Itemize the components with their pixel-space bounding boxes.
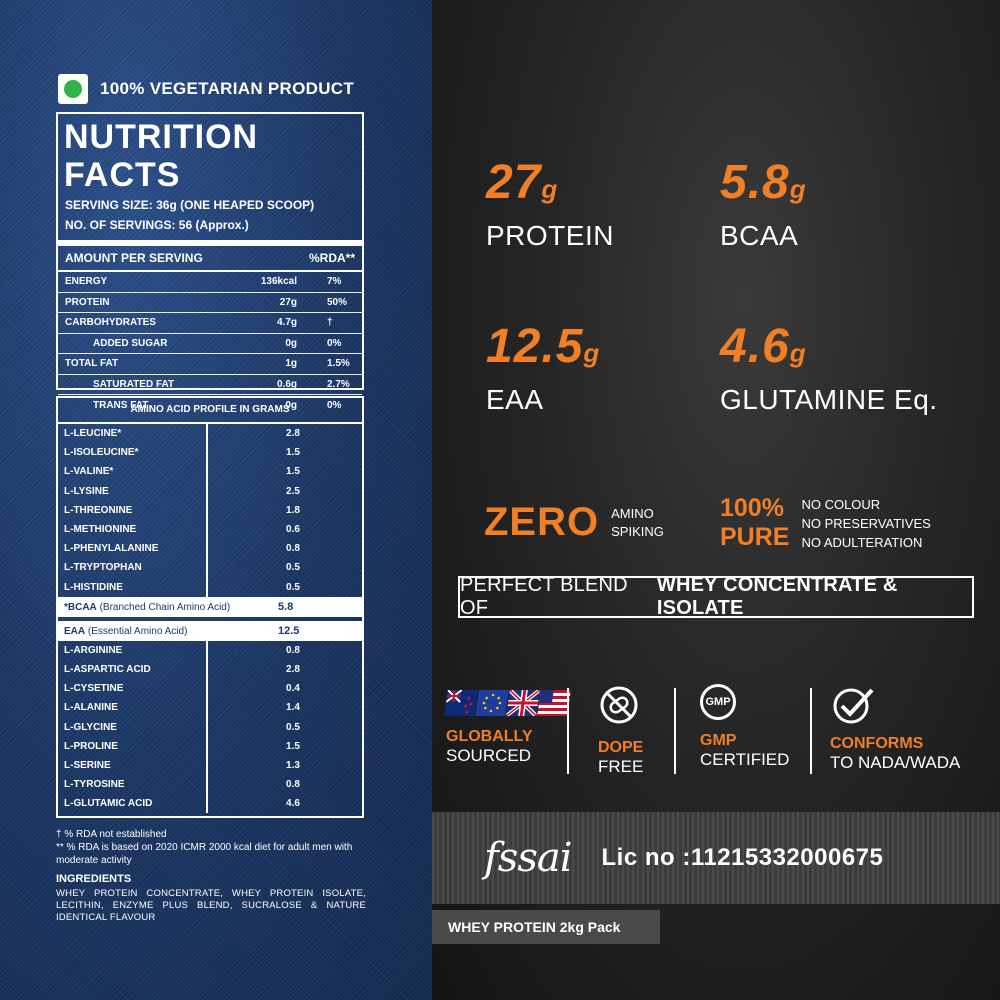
nutrient-name: TRANS FAT <box>93 399 149 411</box>
amino-value: 0.8 <box>286 644 300 656</box>
amino-name: L-LEUCINE* <box>58 424 208 443</box>
rda-header: %RDA** <box>308 251 355 265</box>
pure-claims <box>720 494 931 552</box>
fssai-logo: fssai <box>484 835 572 881</box>
amino-value: 1.4 <box>286 702 300 714</box>
stat-unit: g <box>789 338 807 368</box>
pure-big1: 100% <box>720 494 784 522</box>
nutrition-row <box>58 334 362 355</box>
badge-globally-sourced <box>446 684 570 766</box>
amino-title: AMINO ACID PROFILE IN GRAMS <box>58 398 362 424</box>
amino-row <box>58 482 362 501</box>
pure-line1: NO COLOUR <box>801 496 881 512</box>
blend-bold: WHEY CONCENTRATE & ISOLATE <box>656 574 898 619</box>
badge-title: GMP <box>700 732 737 749</box>
eaa-desc: (Essential Amino Acid) <box>87 625 188 637</box>
amino-value: 1.3 <box>286 759 300 771</box>
nutrient-value: 136kcal <box>260 276 297 288</box>
nutrient-value: 4.7g <box>276 317 297 329</box>
pure-line2: NO PRESERVATIVES <box>801 515 931 531</box>
amino-row <box>58 539 362 558</box>
zero-amino-spiking <box>484 500 664 545</box>
pure-big2: PURE <box>720 523 790 551</box>
footnotes <box>56 828 366 924</box>
nutrient-value: 1g <box>285 358 297 370</box>
amino-row <box>58 717 362 736</box>
amino-name: L-LYSINE <box>58 482 208 501</box>
amino-row <box>58 520 362 539</box>
nutrient-name: SATURATED FAT <box>93 378 175 390</box>
amino-row <box>58 641 362 660</box>
amino-name: L-ARGININE <box>58 641 208 660</box>
amino-name: L-CYSETINE <box>58 679 208 698</box>
amino-value: 0.5 <box>286 581 300 593</box>
bcaa-label: *BCAA <box>64 601 97 613</box>
stat-protein <box>486 158 614 252</box>
badge-title: CONFORMS <box>830 735 924 752</box>
amino-name: L-TRYPTOPHAN <box>58 558 208 577</box>
stat-unit: g <box>583 338 601 368</box>
amino-value: 0.8 <box>286 779 300 791</box>
stat-bcaa <box>720 158 807 252</box>
nutrition-row <box>58 354 362 375</box>
nutrition-row <box>58 375 362 396</box>
amino-name: L-ISOLEUCINE* <box>58 443 208 462</box>
stat-label: GLUTAMINE Eq. <box>720 384 938 415</box>
footnote-rda: † % RDA not established <box>56 829 167 840</box>
nutrition-row <box>58 313 362 334</box>
stat-unit: g <box>541 174 559 204</box>
badge-title: DOPE <box>598 739 644 756</box>
amino-row <box>58 698 362 717</box>
amino-name: L-HISTIDINE <box>58 578 208 597</box>
check-icon <box>830 684 960 731</box>
amino-row <box>58 756 362 775</box>
nutrient-name: CARBOHYDRATES <box>65 317 156 329</box>
amino-row <box>58 660 362 679</box>
dope-free-icon <box>598 684 643 731</box>
veg-label: 100% VEGETARIAN PRODUCT <box>100 79 355 98</box>
amino-row <box>58 578 362 597</box>
badge-title: GLOBALLY <box>446 728 533 745</box>
footnote-icmr: ** % RDA is based on 2020 ICMR 2000 kcal diet for adult men with moderate activity <box>56 842 353 866</box>
amino-row <box>58 424 362 443</box>
amino-name: L-VALINE* <box>58 462 208 481</box>
amino-name: L-SERINE <box>58 756 208 775</box>
divider <box>674 688 676 774</box>
badges-row <box>432 684 1000 784</box>
amount-header: AMOUNT PER SERVING <box>65 251 203 265</box>
nutrition-row <box>58 293 362 314</box>
amino-value: 1.5 <box>286 466 300 478</box>
nutrition-title: NUTRITION FACTS <box>64 118 259 194</box>
badge-sub: FREE <box>598 757 644 776</box>
blend-prefix: PERFECT BLEND OF <box>460 574 628 619</box>
badge-sub: CERTIFIED <box>700 750 790 769</box>
amino-name: L-ALANINE <box>58 698 208 717</box>
badge-sub: SOURCED <box>446 746 532 765</box>
nutrient-value: 0.6g <box>276 378 297 390</box>
nutrient-value: 0g <box>285 337 297 349</box>
amino-row <box>58 558 362 577</box>
nutrient-rda: 7% <box>327 276 342 288</box>
pure-line3: NO ADULTERATION <box>801 534 923 550</box>
bcaa-desc: (Branched Chain Amino Acid) <box>99 601 231 613</box>
nutrient-rda: 50% <box>327 296 348 308</box>
nutrient-rda: † <box>327 317 333 329</box>
stat-glutamine <box>720 322 938 416</box>
flags-icon <box>446 684 570 720</box>
divider <box>810 688 812 774</box>
zero-line2: SPIKING <box>611 523 664 539</box>
badge-nada-wada <box>830 684 960 773</box>
nutrient-rda: 0% <box>327 399 342 411</box>
zero-line1: AMINO <box>611 505 654 521</box>
nutrient-rda: 2.7% <box>327 378 350 390</box>
servings-count: NO. OF SERVINGS: 56 (Approx.) <box>65 218 249 232</box>
nutrient-rda: 1.5% <box>327 358 350 370</box>
amino-value: 0.4 <box>286 683 300 695</box>
amino-name: L-GLUTAMIC ACID <box>58 794 208 813</box>
ingredients-title: INGREDIENTS <box>56 873 132 885</box>
divider <box>567 688 569 774</box>
nutrient-value: 0g <box>285 399 297 411</box>
amino-name: L-THREONINE <box>58 501 208 520</box>
veg-symbol-icon <box>58 74 88 104</box>
bcaa-value: 5.8 <box>278 601 294 614</box>
serving-size: SERVING SIZE: 36g (ONE HEAPED SCOOP) <box>65 198 315 212</box>
bcaa-row <box>58 597 362 617</box>
amino-row <box>58 679 362 698</box>
badge-sub: TO NADA/WADA <box>830 753 961 772</box>
amino-row <box>58 462 362 481</box>
nutrient-name: TOTAL FAT <box>65 358 119 370</box>
veg-label-row <box>58 74 354 104</box>
amino-row <box>58 775 362 794</box>
stat-label: BCAA <box>720 220 799 251</box>
nutrient-value: 27g <box>279 296 297 308</box>
amino-name: L-PHENYLALANINE <box>58 539 208 558</box>
amino-value: 0.5 <box>286 721 300 733</box>
amino-name: L-TYROSINE <box>58 775 208 794</box>
pack-label: WHEY PROTEIN 2kg Pack <box>432 910 660 944</box>
amino-name: L-METHIONINE <box>58 520 208 539</box>
gmp-icon: GMP <box>700 684 736 720</box>
stat-value: 27 <box>486 156 542 209</box>
amino-name: L-GLYCINE <box>58 717 208 736</box>
amino-value: 2.5 <box>286 485 300 497</box>
stat-value: 5.8 <box>720 156 790 209</box>
badge-gmp-certified <box>700 684 789 770</box>
nutrition-row <box>58 272 362 293</box>
stat-unit: g <box>789 174 807 204</box>
nutrient-name: PROTEIN <box>65 296 110 308</box>
nutrient-name: ADDED SUGAR <box>93 337 168 349</box>
amino-value: 0.8 <box>286 543 300 555</box>
nutrition-panel <box>0 0 432 1000</box>
amino-row <box>58 443 362 462</box>
amino-name: L-ASPARTIC ACID <box>58 660 208 679</box>
features-panel <box>432 0 1000 1000</box>
nutrient-name: ENERGY <box>65 276 108 288</box>
amino-value: 2.8 <box>286 663 300 675</box>
amino-value: 4.6 <box>286 798 300 810</box>
stat-label: EAA <box>486 384 544 415</box>
stat-value: 4.6 <box>720 320 790 373</box>
badge-dope-free <box>598 684 643 777</box>
amino-row <box>58 501 362 520</box>
amino-row <box>58 794 362 813</box>
eaa-value: 12.5 <box>278 625 300 638</box>
amino-row <box>58 737 362 756</box>
amino-value: 1.5 <box>286 447 300 459</box>
amino-name: L-PROLINE <box>58 737 208 756</box>
amino-value: 0.6 <box>286 524 300 536</box>
amino-value: 2.8 <box>286 428 300 440</box>
fssai-bar <box>432 812 1000 904</box>
ingredients-text: WHEY PROTEIN CONCENTRATE, WHEY PROTEIN ISOLATE, LECITHIN, ENZYME PLUS BLEND, SUCRALOSE & NATURE IDENTICAL FLAVOUR <box>56 888 366 923</box>
blend-banner <box>458 576 974 618</box>
nutrient-rda: 0% <box>327 337 342 349</box>
nutrition-header <box>58 246 362 272</box>
amino-acid-table <box>56 396 364 818</box>
stat-label: PROTEIN <box>486 220 614 251</box>
zero-big: ZERO <box>484 500 600 544</box>
amino-value: 1.5 <box>286 740 300 752</box>
license-number: Lic no :11215332000675 <box>601 844 884 871</box>
eaa-label: EAA <box>64 625 86 637</box>
amino-value: 0.5 <box>286 562 300 574</box>
eaa-row <box>58 621 362 641</box>
stat-eaa <box>486 322 600 416</box>
amino-value: 1.8 <box>286 504 300 516</box>
stat-value: 12.5 <box>486 320 584 373</box>
